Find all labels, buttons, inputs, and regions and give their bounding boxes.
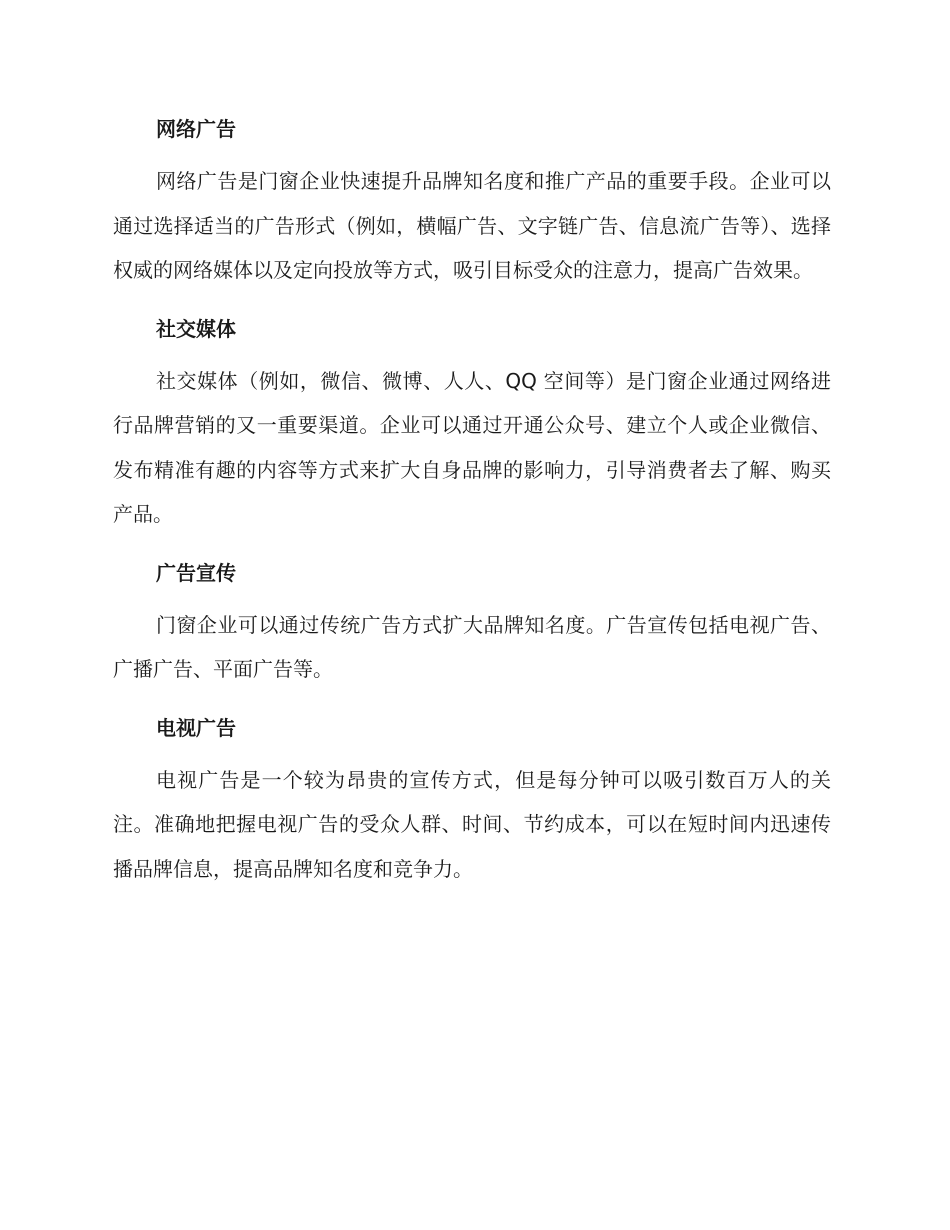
section-paragraph-social-media: 社交媒体（例如，微信、微博、人人、QQ 空间等）是门窗企业通过网络进行品牌营销的又一重要渠道。企业可以通过开通公众号、建立个人或企业微信、发布精准有趣的内容等方式来扩大自身品牌的影响力，引导消费者去了解、购买产品。 [113,368,831,526]
section-paragraph-advertising: 门窗企业可以通过传统广告方式扩大品牌知名度。广告宣传包括电视广告、广播广告、平面广告等。 [113,612,831,681]
section-heading-social-media: 社交媒体 [156,316,236,341]
document-body [113,110,831,891]
section-heading-advertising: 广告宣传 [156,560,236,585]
section-heading-network-ads: 网络广告 [156,117,236,141]
section-paragraph-tv-ads: 电视广告是一个较为昂贵的宣传方式，但是每分钟可以吸引数百万人的关注。准确地把握电视广告的受众人群、时间、节约成本，可以在短时间内迅速传播品牌信息，提高品牌知名度和竞争力。 [113,767,831,881]
section-paragraph-network-ads: 网络广告是门窗企业快速提升品牌知名度和推广产品的重要手段。企业可以通过选择适当的广告形式（例如，横幅广告、文字链广告、信息流广告等）、选择权威的网络媒体以及定向投放等方式，吸引目标受众的注意力，提高广告效果。 [113,169,831,282]
section-heading-tv-ads: 电视广告 [156,715,236,740]
